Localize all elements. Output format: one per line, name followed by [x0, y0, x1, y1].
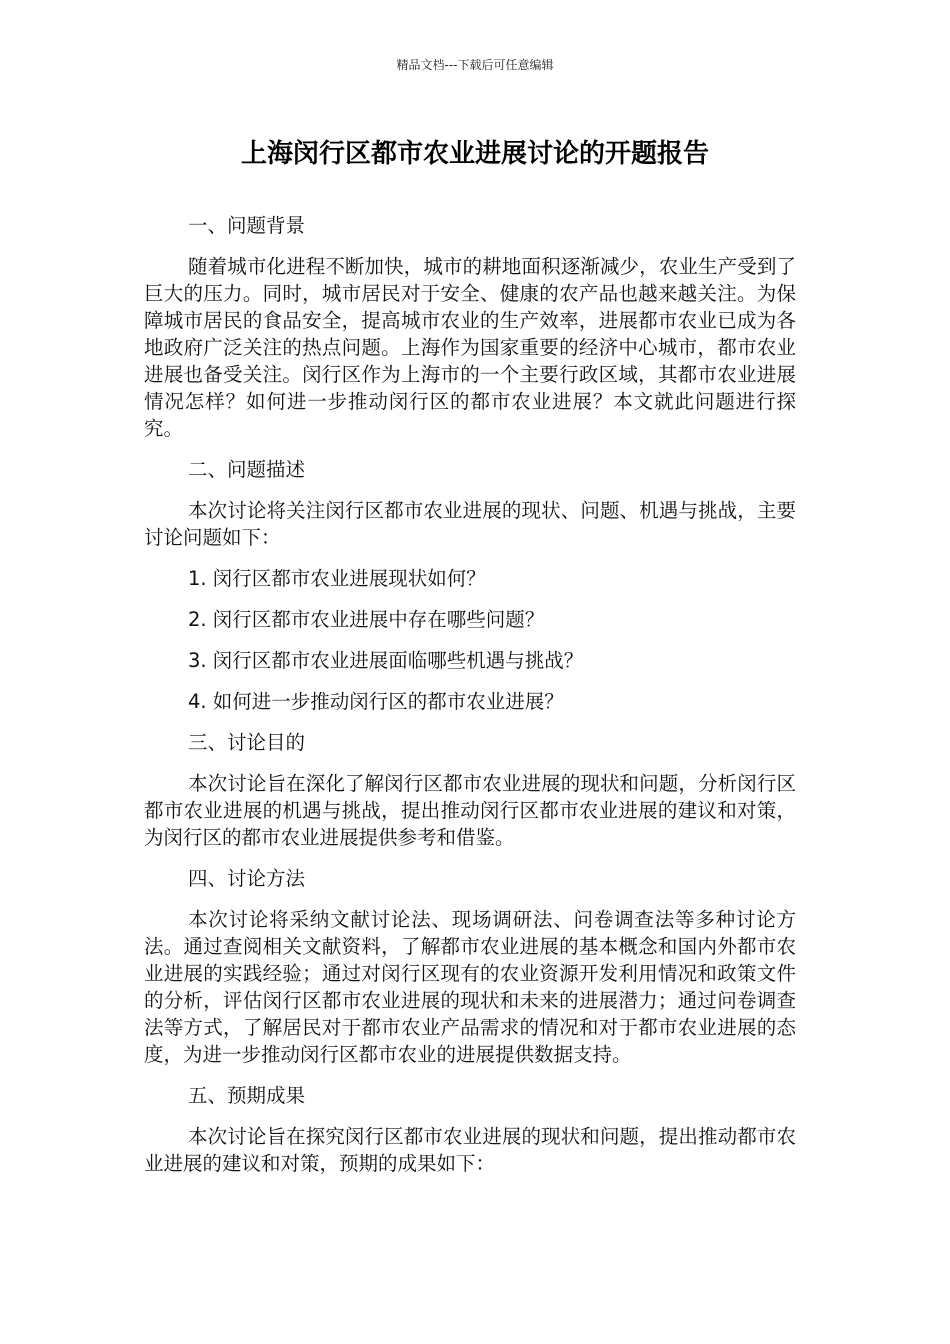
list-item: 3. 闵行区都市农业进展面临哪些机遇与挑战？ [188, 649, 584, 672]
paragraph-purpose: 本次讨论旨在深化了解闵行区都市农业进展的现状和问题，分析闵行区都市农业进展的机遇与挑战，提出推动闵行区都市农业进展的建议和对策，为闵行区的都市农业进展提供参考和借鉴。 [144, 772, 796, 849]
list-item: 1. 闵行区都市农业进展现状如何？ [188, 567, 486, 590]
section-heading-method: 四、讨论方法 [188, 867, 306, 890]
paragraph-outcomes: 本次讨论旨在探究闵行区都市农业进展的现状和问题，提出推动都市农业进展的建议和对策，预期的成果如下： [144, 1125, 796, 1175]
section-heading-outcomes: 五、预期成果 [188, 1084, 306, 1107]
section-heading-description: 二、问题描述 [188, 458, 306, 481]
document-body [144, 212, 796, 1191]
list-item: 4. 如何进一步推动闵行区的都市农业进展？ [188, 690, 564, 713]
paragraph-background: 随着城市化进程不断加快，城市的耕地面积逐渐减少，农业生产受到了巨大的压力。同时，城市居民对于安全、健康的农产品也越来越关注。为保障城市居民的食品安全，提高城市农业的生产效率，进展都市农业已成为各地政府广泛关注的热点问题。上海作为国家重要的经济中心城市，都市农业进展也备受关注。闵行区作为上海市的一个主要行政区域，其都市农业进展情况怎样？如何进一步推动闵行区的都市农业进展？本文就此问题进行探究。 [144, 255, 796, 440]
list-item: 2. 闵行区都市农业进展中存在哪些问题？ [188, 608, 545, 631]
section-heading-purpose: 三、讨论目的 [188, 731, 306, 754]
section-heading-background: 一、问题背景 [188, 214, 306, 237]
header-note: 精品文档---下载后可任意编辑 [396, 58, 554, 72]
paragraph-method: 本次讨论将采纳文献讨论法、现场调研法、问卷调查法等多种讨论方法。通过查阅相关文献资料，了解都市农业进展的基本概念和国内外都市农业进展的实践经验；通过对闵行区现有的农业资源开发利用情况和政策文件的分析，评估闵行区都市农业进展的现状和未来的进展潜力；通过问卷调查法等方式，了解居民对于都市农业产品需求的情况和对于都市农业进展的态度，为进一步推动闵行区都市农业的进展提供数据支持。 [144, 908, 796, 1066]
paragraph-description: 本次讨论将关注闵行区都市农业进展的现状、问题、机遇与挑战，主要讨论问题如下： [144, 499, 796, 549]
document-title: 上海闵行区都市农业进展讨论的开题报告 [240, 139, 709, 169]
